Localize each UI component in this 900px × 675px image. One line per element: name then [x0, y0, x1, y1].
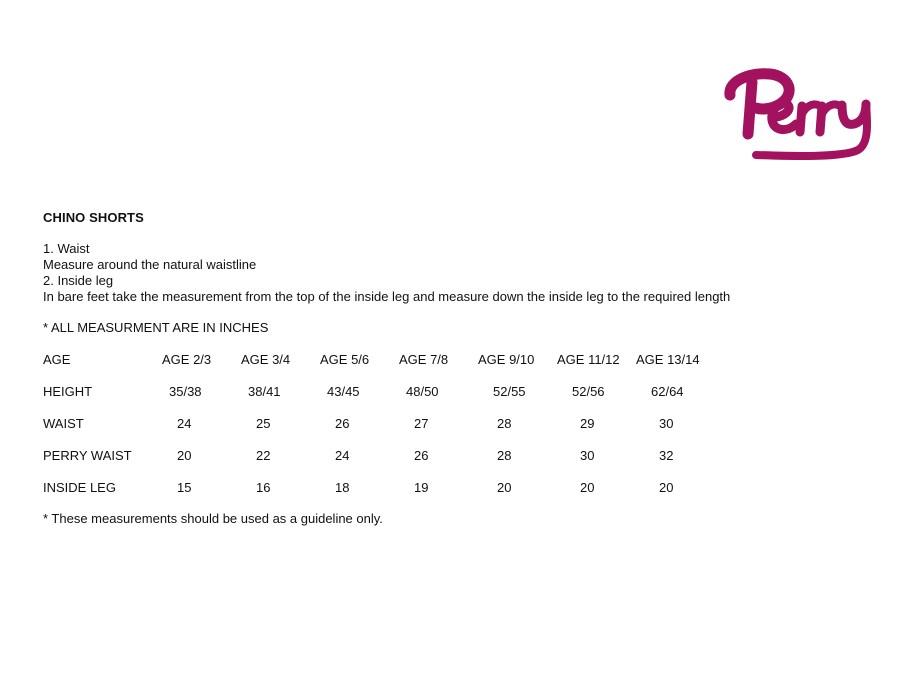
table-cell: 43/45 — [327, 384, 360, 400]
row-label: PERRY WAIST — [43, 447, 132, 463]
table-cell: 24 — [177, 415, 192, 431]
table-cell: 18 — [335, 479, 350, 495]
measuring-instructions — [43, 241, 730, 305]
header-cell: AGE 7/8 — [399, 352, 449, 368]
size-chart-table — [43, 344, 715, 503]
header-cell: AGE 13/14 — [636, 352, 700, 368]
table-cell: 52/55 — [493, 384, 526, 400]
guideline-footnote: * These measurements should be used as a guideline only. — [43, 511, 383, 526]
header-cell: AGE 5/6 — [320, 352, 370, 368]
instruction-waist-heading: 1. Waist — [43, 241, 90, 256]
table-cell: 16 — [256, 479, 271, 495]
document-title: CHINO SHORTS — [43, 210, 144, 225]
header-label: AGE — [43, 352, 71, 368]
instruction-inside-leg-text: In bare feet take the measurement from the top of the inside leg and measure down the inside leg to the required length — [43, 289, 731, 304]
header-cell: AGE 9/10 — [478, 352, 535, 368]
perry-logo — [718, 62, 883, 164]
table-row-height — [43, 376, 715, 408]
table-cell: 38/41 — [248, 384, 281, 400]
table-cell: 20 — [177, 447, 192, 463]
units-note: * ALL MEASURMENT ARE IN INCHES — [43, 320, 269, 335]
table-cell: 29 — [580, 415, 595, 431]
instruction-waist-text: Measure around the natural waistline — [43, 257, 257, 272]
row-label: WAIST — [43, 415, 84, 431]
table-cell: 26 — [335, 415, 350, 431]
header-cell: AGE 11/12 — [557, 352, 620, 368]
header-cell: AGE 2/3 — [162, 352, 212, 368]
table-cell: 30 — [659, 415, 674, 431]
table-cell: 28 — [497, 415, 512, 431]
instruction-inside-leg-heading: 2. Inside leg — [43, 273, 114, 288]
row-label: HEIGHT — [43, 384, 93, 400]
table-cell: 19 — [414, 479, 429, 495]
table-header-row — [43, 344, 715, 376]
table-cell: 48/50 — [406, 384, 439, 400]
row-label: INSIDE LEG — [43, 479, 116, 495]
table-row-inside-leg — [43, 471, 715, 503]
table-cell: 27 — [414, 415, 429, 431]
table-cell: 35/38 — [169, 384, 202, 400]
table-cell: 25 — [256, 415, 271, 431]
table-cell: 20 — [659, 479, 674, 495]
table-cell: 15 — [177, 479, 192, 495]
table-cell: 28 — [497, 447, 512, 463]
table-row-waist — [43, 408, 715, 440]
table-cell: 52/56 — [572, 384, 605, 400]
table-cell: 32 — [659, 447, 674, 463]
table-row-perry-waist — [43, 439, 715, 471]
table-cell: 62/64 — [651, 384, 684, 400]
table-cell: 20 — [497, 479, 512, 495]
table-cell: 24 — [335, 447, 350, 463]
table-cell: 26 — [414, 447, 429, 463]
header-cell: AGE 3/4 — [241, 352, 291, 368]
table-cell: 30 — [580, 447, 595, 463]
table-cell: 20 — [580, 479, 595, 495]
table-cell: 22 — [256, 447, 271, 463]
